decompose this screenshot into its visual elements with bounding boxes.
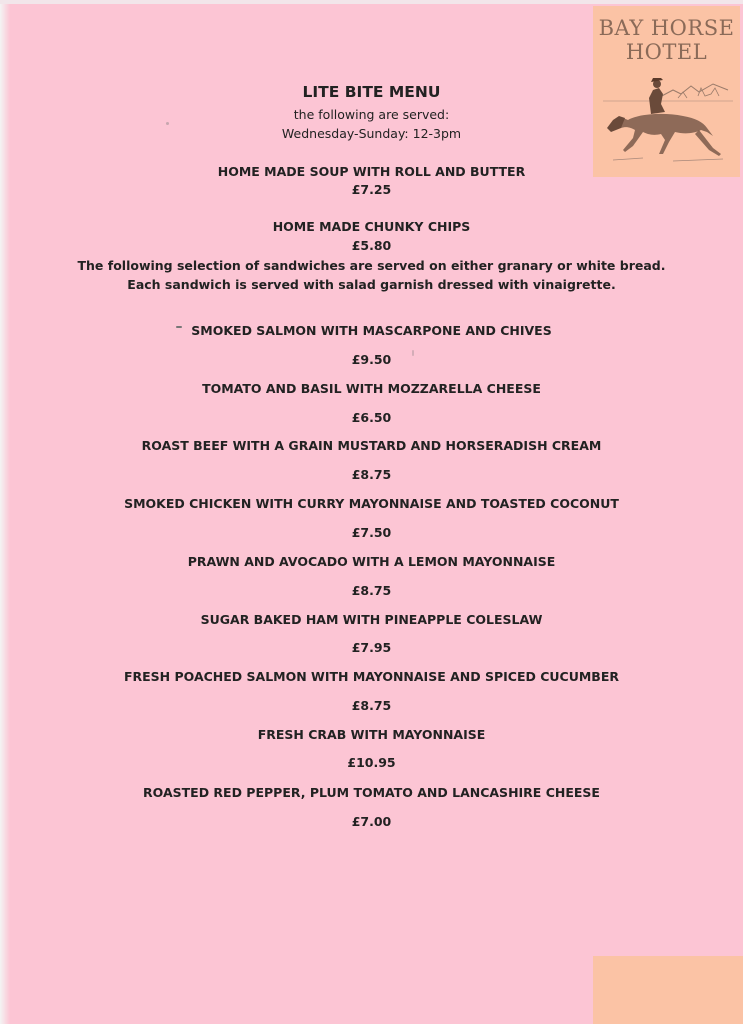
menu-item-price: £5.80: [351, 238, 392, 253]
menu-item-name: PRAWN AND AVOCADO WITH A LEMON MAYONNAISE: [187, 554, 556, 569]
menu-item-price: £7.95: [351, 640, 392, 655]
menu-item-name: FRESH CRAB WITH MAYONNAISE: [257, 727, 486, 742]
logo-line-2: HOTEL: [625, 40, 708, 64]
paper-edge: [0, 0, 10, 1024]
logo-line-1: BAY HORSE: [598, 16, 735, 40]
menu-item-price: £9.50: [351, 352, 392, 367]
menu-item-price: £7.25: [351, 182, 392, 197]
served-days-line-2: Wednesday-Sunday: 12-3pm: [281, 126, 462, 141]
menu-item-name: HOME MADE CHUNKY CHIPS: [272, 219, 471, 234]
menu-item-name: ROASTED RED PEPPER, PLUM TOMATO AND LANCASHIRE CHEESE: [143, 785, 600, 800]
sandwich-note-1: The following selection of sandwiches are served on either granary or white bread.: [77, 258, 666, 273]
menu-item-price: £7.00: [351, 814, 392, 829]
menu-item-name: TOMATO AND BASIL WITH MOZZARELLA CHEESE: [202, 381, 541, 396]
menu-title: LITE BITE MENU: [302, 83, 441, 101]
menu-item-name: FRESH POACHED SALMON WITH MAYONNAISE AND SPICED CUCUMBER: [123, 669, 620, 684]
menu-item-name: SMOKED SALMON WITH MASCARPONE AND CHIVES: [191, 323, 552, 338]
menu-item-price: £6.50: [351, 410, 392, 425]
scan-speck: [412, 350, 414, 356]
scan-speck: [166, 122, 169, 125]
menu-item-price: £7.50: [351, 525, 392, 540]
menu-item-price: £10.95: [347, 755, 396, 770]
menu-item-name: ROAST BEEF WITH A GRAIN MUSTARD AND HORSERADISH CREAM: [141, 438, 602, 453]
corner-tab: [593, 956, 743, 1024]
scan-speck: [176, 326, 182, 328]
sandwich-note-2: Each sandwich is served with salad garnish dressed with vinaigrette.: [127, 277, 616, 292]
menu-item-price: £8.75: [351, 698, 392, 713]
menu-item-name: HOME MADE SOUP WITH ROLL AND BUTTER: [217, 164, 526, 179]
paper-top-edge: [0, 0, 743, 4]
menu-item-name: SMOKED CHICKEN WITH CURRY MAYONNAISE AND TOASTED COCONUT: [124, 496, 619, 511]
menu-item-price: £8.75: [351, 583, 392, 598]
menu-item-name: SUGAR BAKED HAM WITH PINEAPPLE COLESLAW: [200, 612, 543, 627]
menu-item-price: £8.75: [351, 467, 392, 482]
served-days-line-1: the following are served:: [293, 107, 450, 122]
